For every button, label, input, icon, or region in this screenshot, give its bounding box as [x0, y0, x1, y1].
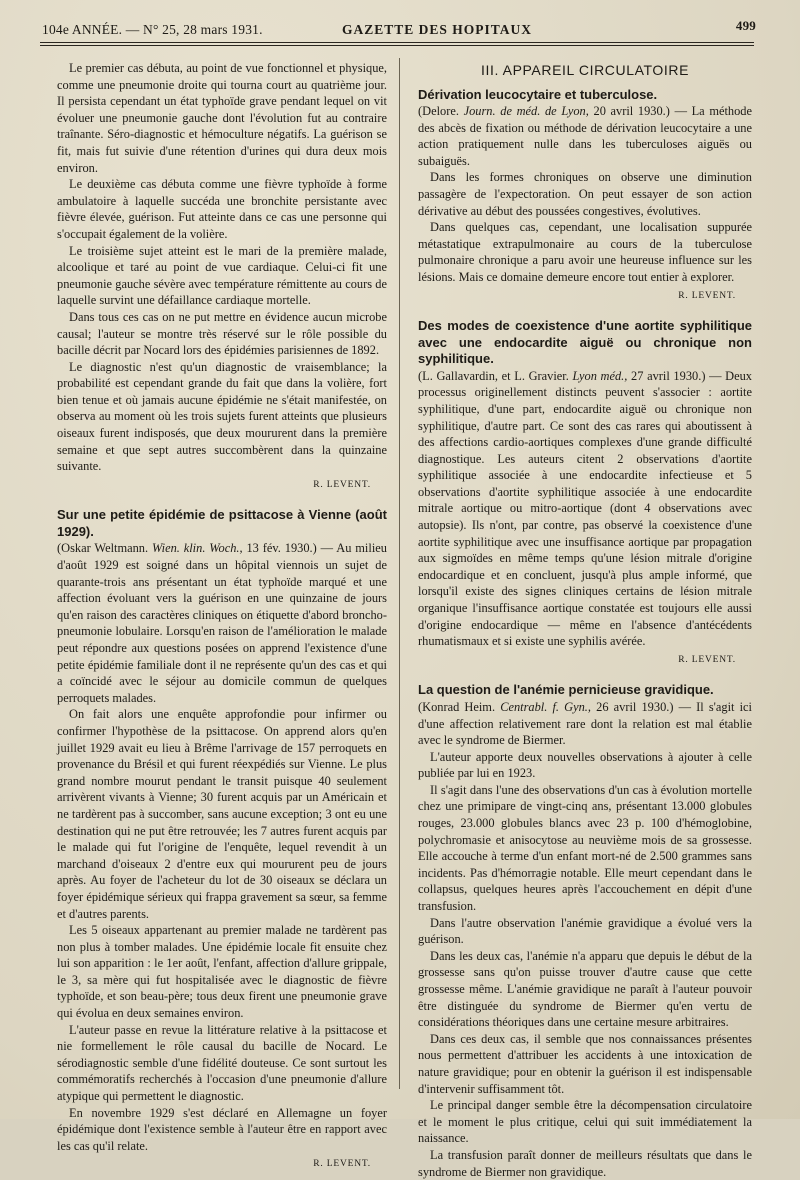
- paragraph: Dans les formes chroniques on observe une diminution passagère de l'expectoration. On peut essayer de son action dérivative au début des poussées congestives, évolutives.: [418, 170, 752, 218]
- page-number: 499: [735, 18, 756, 33]
- paragraph: La transfusion paraît donner de meilleurs résultats que dans le syndrome de Biermer non gravidique.: [418, 1147, 752, 1179]
- citation-authors: (L. Gallavardin, et L. Gravier.: [418, 368, 569, 383]
- paragraph: En novembre 1929 s'est déclaré en Allemagne un foyer épidémique dont l'existence semble à l'auteur être en rapport avec les cas qu'il relate.: [57, 1105, 387, 1153]
- page-header: [42, 18, 756, 40]
- paragraph: L'auteur passe en revue la littérature relative à la psittacose et nie formellement le rôle causal du bacille de Nocard. Le sérodiagnostic semble d'une fidélité douteuse. Ce sont surtout les commémoratifs recherchés à l'occasion d'une pneumonie d'allure atypique qui permettent le diagnostic.: [57, 1022, 387, 1104]
- paragraph: Le deuxième cas débuta comme une fièvre typhoïde à forme ambulatoire à laquelle succéda une bronchite persistante avec fièvre élevée, guérison. Fut atteinte dans ce cas une personne qui s'occupait également de la volière.: [57, 177, 387, 241]
- paragraph: — Il s'agit ici d'une affection relativement rare dont la relation est mal établie avec le syndrome de Biermer.: [418, 699, 752, 748]
- paragraph: Les 5 oiseaux appartenant au premier malade ne tardèrent pas non plus à tomber malades. Une épidémie locale fit ensuite chez lui son apparition : le 1er août, l'enfant, affection d'allure grippale, le 3, sa mère qui fut hospitalisée avec le diagnostic de fièvre typhoïde, et son beau-père; tous deux firent une pneumonie grave qui évolua en deux semaines environ.: [57, 923, 387, 1021]
- header-rule: [40, 42, 754, 43]
- article-title: Sur une petite épidémie de psittacose à Vienne (août 1929).: [57, 507, 387, 539]
- paragraph: Dans les deux cas, l'anémie n'a apparu que depuis le début de la grossesse sans qu'on puisse trouver d'autre cause que cette grossesse même. L'anémie gravidique ne paraît à l'auteur pouvoir être distinguée du syndrome de Biermer qu'en vertu de considérations théoriques dans une certaine mesure arbitraires.: [418, 948, 752, 1030]
- citation-date: 26 avril 1930.): [596, 699, 674, 714]
- paragraph: Dans ces deux cas, il semble que nos connaissances présentes nous permettent d'attribuer les accidents à une intoxication de nature gravidique; pour en obtenir la guérison il est indispensable d'intervenir suffisamment tôt.: [418, 1031, 752, 1096]
- paragraph: L'auteur apporte deux nouvelles observations à ajouter à celle publiée par lui en 1923.: [418, 749, 752, 781]
- article-title: Dérivation leucocytaire et tuberculose.: [418, 86, 658, 102]
- article-title: Des modes de coexistence d'une aortite syphilitique avec une endocardite aiguë ou chronique non syphilitique.: [418, 318, 752, 367]
- paragraph: Le principal danger semble être la décompensation circulatoire et le moment le plus critique, celui qui suit immédiatement la naissance.: [418, 1098, 752, 1146]
- signature: R. LEVENT.: [313, 1159, 371, 1170]
- signature: R. LEVENT.: [678, 290, 736, 301]
- citation-journal: Wien. klin. Woch.,: [151, 541, 243, 556]
- right-column: [418, 62, 752, 1179]
- paragraph: On fait alors une enquête approfondie pour infirmer ou confirmer l'hypothèse de la psittacose. On apprend alors qu'en juillet 1929 avait eu lieu à Brême l'arrivage de 157 perroquets en provenance du Brésil et qui furent réexpédiés sur Vienne. Le plus grand nombre mourut pendant le transit puisque 40 seulement arrivèrent vivants à Vienne; 30 furent acquis par un Américain et ne tardèrent pas à succomber, sans aucune exception; 3 ont eu une destination qui ne put être retrouvée; les 7 autres furent acquis par le malade qui fut l'origine de l'enquête, lequel revendit à un marchand d'oiseaux 2 d'entre eux qui moururent peu de jours après. Au foyer de l'acheteur du lot de 30 oiseaux se déclara un foyer épidémique sérieux qui frappa gravement sa sœur, sa femme et d'autres parents.: [57, 707, 387, 921]
- article-anemie: [418, 682, 752, 1180]
- paragraph: — La méthode des abcès de fixation ou méthode de dérivation leucocytaire a une action pratiquement nulle dans les tuberculoses aiguës ou subaiguës.: [418, 104, 752, 168]
- paragraph: Dans tous ces cas on ne put mettre en évidence aucun microbe causal; l'auteur se montre très réservé sur le rôle possible du bacille décrit par Nocard lors des épidémies parisiennes de 1892.: [57, 309, 387, 358]
- citation-date: 20 avril 1930.): [593, 104, 670, 119]
- citation-journal: Centrabl. f. Gyn.,: [500, 699, 591, 714]
- signature: R. LEVENT.: [313, 479, 371, 490]
- citation-date: 13 fév. 1930.): [246, 541, 317, 556]
- journal-title: GAZETTE DES HOPITAUX: [342, 22, 533, 37]
- citation-authors: (Oskar Weltmann.: [57, 541, 149, 556]
- paragraph: Le premier cas débuta, au point de vue fonctionnel et physique, comme une pneumonie droite qui tourna court au quatrième jour. Il persista cependant un état typhoïde grave pendant lequel on vit évoluer une pneumonie gauche dont l'évolution fut au contraire traînante. Séro-diagnostic et hémoculture négatifs. La guérison se fit, mais fut suivie d'une rétention d'urines qui dura deux mois environ.: [57, 61, 387, 175]
- issue-info: 104e ANNÉE. — N° 25, 28 mars 1931.: [42, 22, 263, 37]
- article-psittacose: [57, 507, 387, 1173]
- article-aortite: [418, 318, 752, 668]
- paragraph: — Au milieu d'août 1929 est soigné dans un hôpital viennois un sujet de quarante-trois ans présentant un état typhoïde marqué et une affection évoluant vers la guérison en une quinzaine de jours qu'en raison des caractères cliniques on étiquette d'abord broncho-pneumonie lobulaire. Lorsqu'en raison de l'amélioration le malade peut répondre aux questions posées on apprend l'existence d'une petite épidémie familiale dont il ne représente qu'un des cas et qui a coïncidé avec le séjour au domicile commun de quelques perroquets malades.: [57, 541, 387, 705]
- header-rule-thin: [40, 45, 754, 46]
- citation-date: 27 avril 1930.): [631, 368, 706, 383]
- left-column: [57, 60, 387, 1170]
- citation-journal: Journ. de méd. de Lyon,: [463, 104, 589, 119]
- paragraph: Dans quelques cas, cependant, une localisation suppurée métastatique extrapulmonaire au cours de la tuberculose pulmonaire chronique a paru avoir une heureuse influence sur les lésions. Mais ce domaine demeure encore tout entier à explorer.: [418, 220, 752, 285]
- article-title: La question de l'anémie pernicieuse gravidique.: [418, 682, 714, 698]
- article-derivation: [418, 87, 752, 305]
- citation-journal: Lyon méd.,: [572, 368, 628, 383]
- citation-authors: (Delore.: [418, 104, 459, 119]
- paragraph: Dans l'autre observation l'anémie gravidique a évolué vers la guérison.: [418, 915, 752, 947]
- section-title: III. APPAREIL CIRCULATOIRE: [480, 62, 690, 78]
- column-divider: [399, 58, 400, 1089]
- paragraph: Le troisième sujet atteint est le mari de la première malade, alcoolique et taré au point de vue cardiaque. Celui-ci fit une pneumonie gauche sévère avec température rémittente au cours de laquelle survint une défaillance cardiaque mortelle.: [57, 243, 387, 308]
- paragraph: Le diagnostic n'est qu'un diagnostic de vraisemblance; la probabilité est cependant grande du fait que dans la volière, fort bien tenue et où jamais aucune épidémie ne s'était manifestée, on observa au moment où les trois sujets furent atteints que plusieurs oiseaux furent indisposés, que deux moururent dans la première semaine et que sept autres succombèrent dans la quinzaine suivante.: [57, 359, 387, 474]
- paragraph: — Deux processus originellement distincts peuvent s'associer : aortite syphilitique, d'une part, endocardite aiguë ou chronique non syphilitique, d'autre part. Ce sont des cas rares qui aboutissent à des affections cardio-aortiques complexes d'une grande difficulté diagnostique. Les auteurs citent 2 observations d'aortite syphilitique associée à une endocardite infectieuse et 5 observations d'aortite syphilitique associée à une endocardite mitrale aortique ou mitro-aortique (dont 4 observations avec autopsie). Ils n'ont, par contre, pas observé la coexistence d'une aortite syphilitique avec une insuffisance aortique par propagation aux sigmoïdes en même temps qu'une lésion mitrale d'origine endocardique et en concluent, jusqu'à plus ample informé, que lorsqu'il existe des signes cliniques certains de lésion mitrale organique l'insuffisance aortique constatée est toujours elle aussi d'origine endocardique — même en l'absence d'antécédents rhumatismaux et si existe une syphilis avérée.: [418, 368, 752, 649]
- citation-authors: (Konrad Heim.: [418, 699, 496, 714]
- signature: R. LEVENT.: [678, 654, 736, 665]
- paragraph: Il s'agit dans l'une des observations d'un cas à évolution mortelle chez une primipare de vingt-cinq ans, présentant 13.000 globules rouges, 23.000 globules blancs avec 23 p. 100 d'hémoglobine, polychromasie et anisocytose au neuvième mois de sa grossesse. Elle accouche à terme d'un enfant mort-né de 2.500 grammes sans incidents. Pas d'hémorragie notable. Elle meurt cependant dans le collapsus, quelques heures après l'accouchement en dépit d'une transfusion.: [418, 782, 752, 914]
